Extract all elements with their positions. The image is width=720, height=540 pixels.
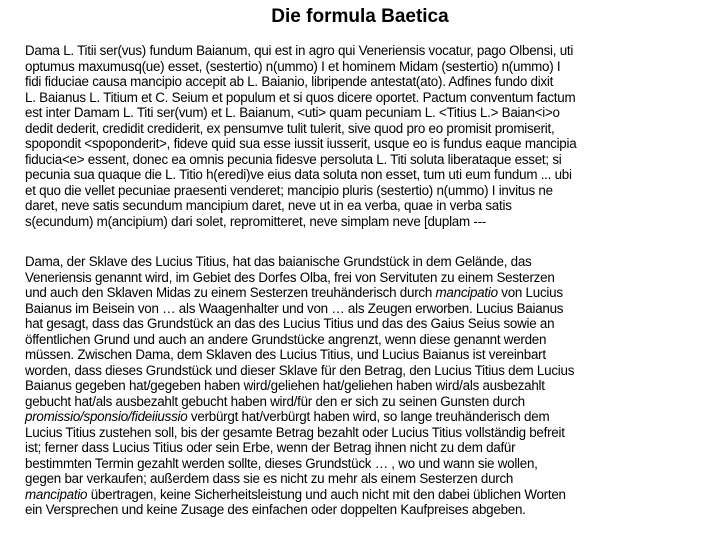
german-text-line [25,425,720,441]
latin-text-line: Dama L. Titii ser(vus) fundum Baianum, qui est in agro qui Veneriensis vocatur, pago Olbensi, uti [25,43,574,58]
latin-text-line: s(ecundum) m(ancipium) dari solet, repromitteret, neve simplam neve [duplam --- [25,213,486,229]
page-title: Die formula Baetica [271,6,449,27]
german-text-line [25,487,720,503]
latin-text-line: fiducia<e> essent, donec ea omnis pecunia fidesve persoluta L. Titi soluta liberataque esset; si [25,151,562,167]
german-text-line [25,316,720,332]
text-run: hat gesagt, dass das Grundstück an das des Lucius Titius und das des Gaius Seius sowie an [25,316,555,331]
text-run: worden, dass dieses Grundstück und dieser Sklave für den Betrag, den Lucius Titius dem Lucius [25,362,575,378]
german-text-line [25,254,720,270]
german-text-line [25,332,720,348]
text-run: müssen. Zwischen Dama, dem Sklaven des Lucius Titius, und Lucius Baianus ist vereinbart [25,347,546,362]
text-run: Veneriensis genannt wird, im Gebiet des Dorfes Olba, frei von Servituten zu einem Sesterzen [25,269,555,285]
latin-text-line: est inter Damam L. Titi ser(vum) et L. Baianum, <uti> quam pecuniam L. <Titius L.> Baian<i>o [25,105,560,120]
german-text-line [25,456,720,472]
latin-text-line: spopondit <spoponderit>, fideve quid sua esse iussit iusserit, usque eo is fundus eaque mancipia [25,136,577,151]
german-text-line [25,270,720,286]
latin-text-line: L. Baianus L. Titium et C. Seium et populum et si quos dicere oportet. Pactum conventum factum [25,89,576,105]
text-run: Baianus im Beisein von … als Waagenhalter und von … als Zeugen erworben. Lucius Baianus [25,300,564,316]
german-text-line [25,285,720,301]
german-text-line [25,301,720,317]
latin-text-line: dedit dederit, credidit crediderit, ex pensumve tulit tulerit, sive quod pro eo promisit promiserit, [25,120,555,136]
text-run: von Lucius [497,285,563,300]
text-run: gebucht hat/als ausbezahlt gebucht haben wird/für den er sich zu seinen Gunsten durch [25,393,525,409]
german-text-line [25,363,720,379]
latin-text-line: daret, neve satis secundum mancipium daret, neve ut in ea verba, quae in verba satis [25,198,512,213]
german-text-line [25,471,720,487]
italic-term: mancipatio [435,285,498,300]
german-text-line [25,502,720,518]
latin-text-line: pecunia sua quaque die L. Titio h(eredi)ve eius data soluta non esset, tum uti eum fundum ... ubi [25,167,572,182]
latin-text-paragraph [25,43,720,229]
text-run: öffentlichen Grund und auch an andere Grundstücke angrenzt, wenn diese genannt werden [25,331,547,347]
text-run: gegen bar verkaufen; außerdem dass sie es nicht zu mehr als einem Sesterzen durch [25,471,514,486]
text-run: Lucius Titius zustehen soll, bis der gesamte Betrag bezahlt oder Lucius Titius vollständig befreit [25,424,565,440]
german-text-line [25,394,720,410]
text-run: und auch den Sklaven Midas zu einem Sesterzen treuhänderisch durch [25,285,436,300]
german-text-line [25,347,720,363]
german-text-line [25,440,720,456]
latin-text-line: fidi fiduciae causa mancipio accepit ab L. Baianio, libripende antestat(ato). Adfines fundo dixit [25,74,554,89]
italic-term: promissio/sponsio/fideiiussio [25,409,188,424]
german-text-line [25,409,720,425]
text-run: Baianus gegeben hat/gegeben haben wird/geliehen hat/geliehen haben wird/als ausbezahlt [25,378,545,393]
text-run: übertragen, keine Sicherheitsleistung und auch nicht mit den dabei üblichen Worten [87,486,566,502]
german-text-line [25,378,720,394]
text-run: ist; ferner dass Lucius Titius oder sein Erbe, wenn der Betrag ihnen nicht zu dem dafür [25,440,516,455]
italic-term: mancipatio [25,486,88,502]
text-run: ein Versprechen und keine Zusage des einfachen oder doppelten Kaufpreises abgeben. [25,502,526,517]
text-run: bestimmten Termin gezahlt werden sollte, dieses Grundstück … , wo und wann sie wollen, [25,455,538,471]
latin-text-line: optumus maxumusq(ue) esset, (sestertio) n(ummo) I et hominem Midam (sestertio) n(ummo) I [25,58,561,74]
german-translation-paragraph [25,254,720,518]
latin-text-line: et quo die vellet pecuniae praesenti venderet; mancipio pluris (sestertio) n(ummo) I invitus ne [25,182,553,198]
text-run: verbürgt hat/verbürgt haben wird, so lange treuhänderisch dem [187,409,550,424]
text-run: Dama, der Sklave des Lucius Titius, hat das baianische Grundstück in dem Gelände, das [25,254,532,269]
